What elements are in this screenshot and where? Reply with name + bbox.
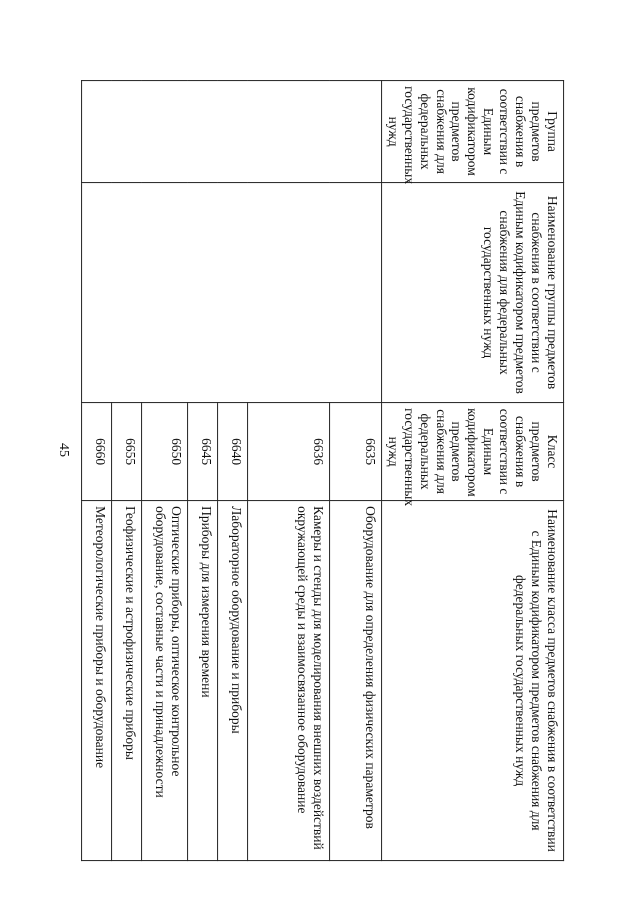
class-code-cell: 6645 xyxy=(187,403,217,501)
class-code-cell: 6660 xyxy=(81,403,111,501)
table-header-row xyxy=(381,81,563,861)
class-name-cell: Лабораторное оборудование и приборы xyxy=(217,501,247,861)
header-group-name: Наименование группы предметов снабжения в соответствии с Единым кодификатором предметов снабжения для федеральных государственных нужд xyxy=(381,183,563,403)
class-name-cell: Геофизические и астрофизические приборы xyxy=(111,501,141,861)
class-code-cell: 6635 xyxy=(329,403,381,501)
supply-classes-table xyxy=(81,80,564,861)
header-class: Класс предметов снабжения в соответствии с Единым кодификатором предметов снабжения для федеральных государственных нужд xyxy=(381,403,563,501)
class-name-cell: Метеорологические приборы и оборудование xyxy=(81,501,111,861)
class-name-cell: Оптические приборы, оптическое контрольное оборудование, составные части и принадлежности xyxy=(141,501,187,861)
class-code-cell: 6640 xyxy=(217,403,247,501)
table-row xyxy=(329,81,381,861)
header-group: Группа предметов снабжения в соответствии с Единым кодификатором предметов снабжения для федеральных государственных нужд xyxy=(381,81,563,183)
class-code-cell: 6636 xyxy=(247,403,329,501)
group-cell xyxy=(81,81,381,183)
class-code-cell: 6655 xyxy=(111,403,141,501)
class-name-cell: Приборы для измерения времени xyxy=(187,501,217,861)
page-number: 45 xyxy=(56,443,71,457)
class-code-cell: 6650 xyxy=(141,403,187,501)
group-name-cell xyxy=(81,183,381,403)
header-class-name: Наименование класса предметов снабжения в соответствии с Единым кодификатором предметов снабжения для федеральных государственных нужд xyxy=(381,501,563,861)
class-name-cell: Камеры и стенды для моделирования внешних воздействий окружающей среды и взаимосвязанное оборудование xyxy=(247,501,329,861)
class-name-cell: Оборудование для определения физических параметров xyxy=(329,501,381,861)
